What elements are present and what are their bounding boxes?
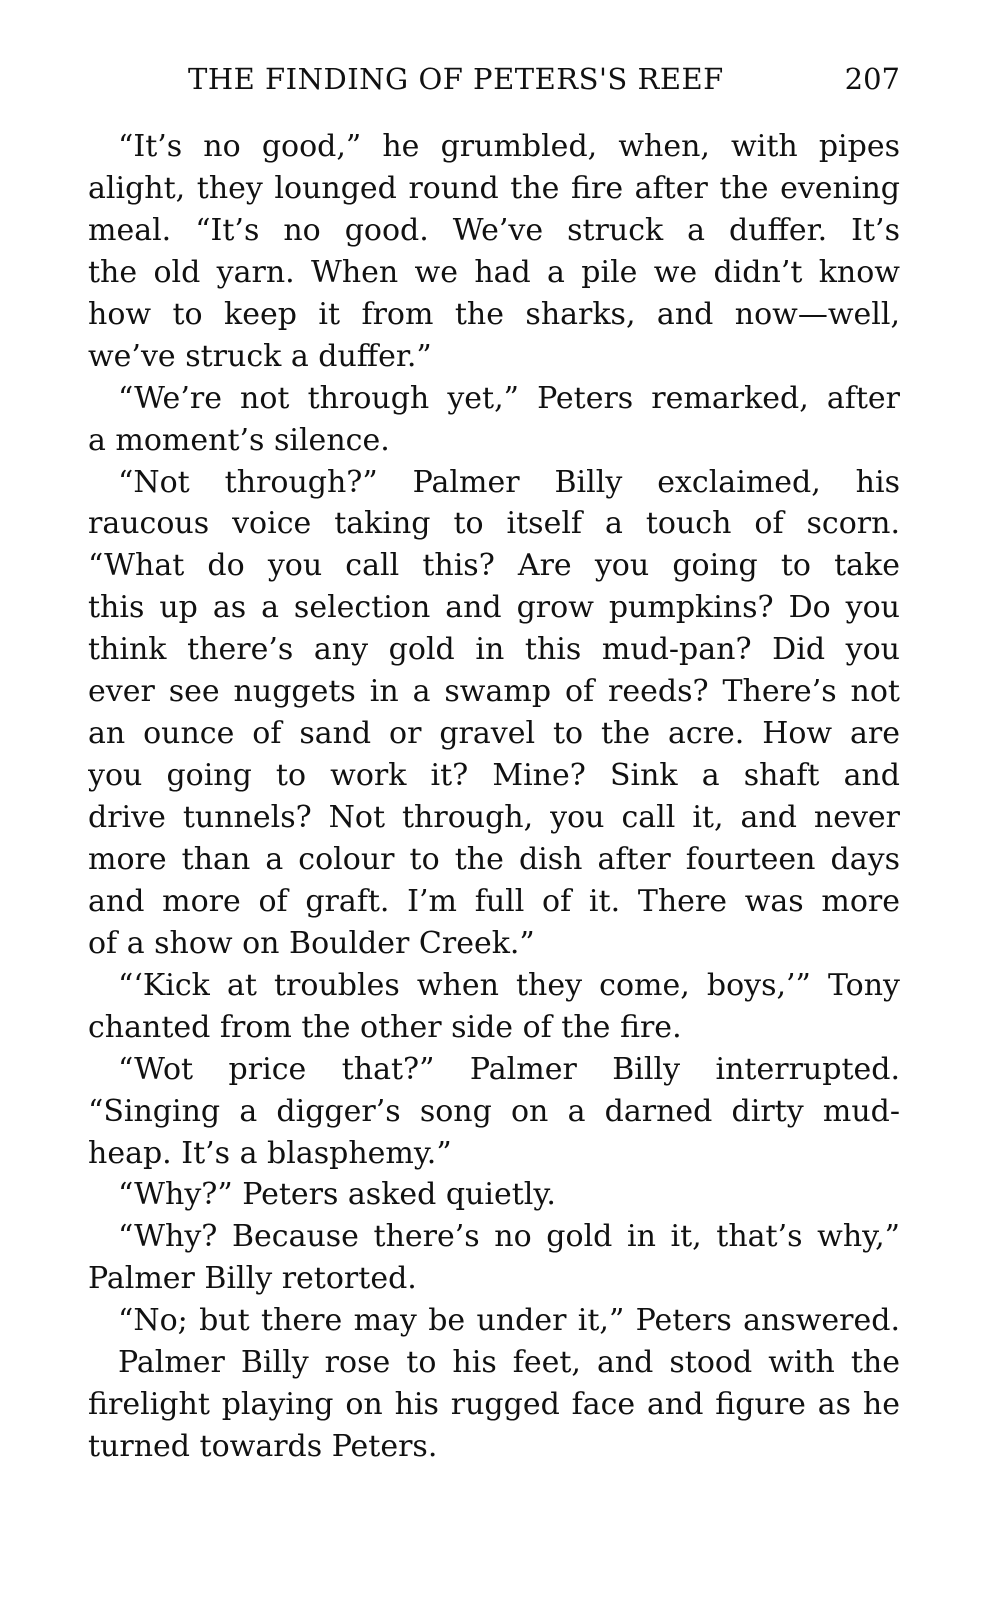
text-line: Palmer Billy retorted. bbox=[88, 1261, 417, 1297]
page-header bbox=[88, 62, 900, 106]
text-line: alight, they lounged round the fire after the evening bbox=[88, 170, 900, 206]
page-number: 207 bbox=[844, 62, 900, 96]
text-line: how to keep it from the sharks, and now—well, bbox=[88, 296, 900, 332]
text-line: heap. It’s a blasphemy.” bbox=[88, 1135, 452, 1171]
text-line: turned towards Peters. bbox=[88, 1429, 438, 1465]
text-line: and more of graft. I’m full of it. There was more bbox=[88, 883, 900, 919]
text-line: you going to work it? Mine? Sink a shaft and bbox=[88, 758, 900, 794]
running-title: THE FINDING OF PETERS'S REEF bbox=[188, 62, 724, 96]
text-line: meal. “It’s no good. We’ve struck a duffer. It’s bbox=[88, 212, 900, 248]
text-line: the old yarn. When we had a pile we didn’t know bbox=[88, 254, 900, 290]
text-line: drive tunnels? Not through, you call it, and never bbox=[88, 800, 900, 835]
text-line: “It’s no good,” he grumbled, when, with pipes bbox=[118, 129, 900, 164]
text-line: ever see nuggets in a swamp of reeds? There’s not bbox=[88, 674, 900, 710]
text-line: “What do you call this? Are you going to take bbox=[88, 548, 900, 584]
text-line: “Why? Because there’s no gold in it, that’s why,” bbox=[118, 1219, 900, 1255]
text-line: this up as a selection and grow pumpkins? Do you bbox=[88, 590, 900, 626]
text-line: think there’s any gold in this mud-pan? Did you bbox=[88, 632, 900, 668]
text-line: chanted from the other side of the fire. bbox=[88, 1009, 682, 1045]
text-line: a moment’s silence. bbox=[88, 422, 390, 458]
text-line: we’ve struck a duffer.” bbox=[88, 338, 432, 374]
text-line: “No; but there may be under it,” Peters answered. bbox=[118, 1303, 900, 1339]
text-line: “We’re not through yet,” Peters remarked, after bbox=[118, 380, 900, 416]
text-line: firelight playing on his rugged face and figure as he bbox=[88, 1387, 900, 1423]
text-line: “Singing a digger’s song on a darned dirty mud- bbox=[88, 1093, 900, 1129]
body-text bbox=[88, 126, 900, 1468]
text-line: “‘Kick at troubles when they come, boys,’” Tony bbox=[118, 967, 900, 1003]
text-line: “Not through?” Palmer Billy exclaimed, his bbox=[118, 464, 900, 500]
text-line: Palmer Billy rose to his feet, and stood with the bbox=[118, 1345, 900, 1381]
text-line: “Wot price that?” Palmer Billy interrupted. bbox=[118, 1051, 900, 1087]
text-line: of a show on Boulder Creek.” bbox=[88, 925, 535, 961]
text-line: more than a colour to the dish after fourteen days bbox=[88, 841, 900, 877]
text-line: raucous voice taking to itself a touch of scorn. bbox=[88, 506, 900, 542]
text-line: an ounce of sand or gravel to the acre. How are bbox=[88, 716, 900, 752]
text-line: “Why?” Peters asked quietly. bbox=[118, 1177, 556, 1213]
